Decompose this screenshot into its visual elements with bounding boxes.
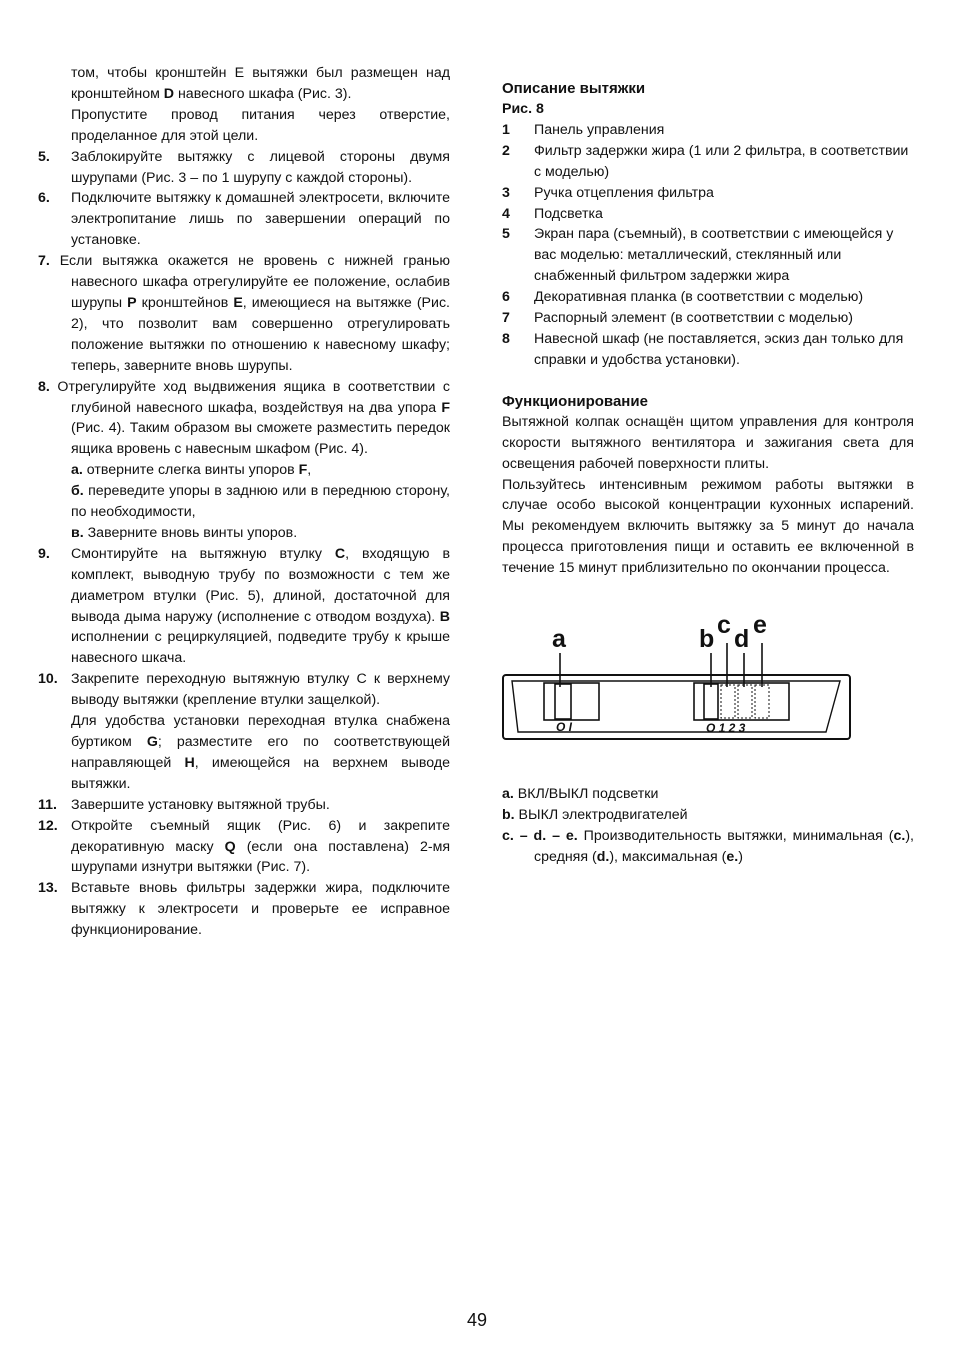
bold-ref: P [127, 294, 137, 311]
motor-scale: O 1 2 3 [706, 721, 746, 735]
figure-reference: Рис. 8 [502, 101, 544, 117]
step-text: Для удобства установки переходная втулка снабжена буртиком [71, 713, 450, 750]
step-6 [38, 188, 450, 251]
legend-text: ВКЛ/ВЫКЛ подсветки [513, 786, 659, 802]
bold-ref: В [439, 608, 450, 625]
step-text: Закрепите переходную вытяжную втулку C к верхнему выводу вытяжки (крепление втулки защелкой). [71, 671, 450, 709]
step-number: 8. [38, 378, 50, 395]
item-text: Распорный элемент (в соответствии с моделью) [534, 310, 853, 327]
bold-ref: c. [893, 827, 906, 844]
list-item [502, 120, 914, 141]
item-text: Подсветка [534, 205, 603, 222]
bold-ref: G [146, 734, 158, 750]
list-item [502, 141, 914, 183]
list-item [502, 183, 914, 204]
bold-ref: D [163, 85, 175, 102]
item-number: 7 [502, 310, 510, 327]
description-heading: Описание вытяжки [502, 80, 646, 97]
item-number: 3 [502, 184, 510, 201]
operation-paragraph: Вытяжной колпак оснащён щитом управления для контроля скорости вытяжного вентилятора и зажигания света для освещения рабочей поверхности плиты. [502, 413, 914, 472]
bold-ref: E [233, 294, 243, 311]
legend-letter: b. [502, 806, 515, 823]
item-number: 6 [502, 289, 510, 306]
motor-speed-2-button [738, 685, 752, 718]
legend-item-cde [502, 826, 914, 868]
step-5 [38, 147, 450, 189]
item-text: Ручка отцепления фильтра [534, 184, 714, 201]
step-text: , имеющейся на верхнем выводе вытяжки. [71, 754, 450, 792]
item-text: Панель управления [534, 121, 665, 138]
bold-ref: Q [224, 838, 236, 855]
operation-heading: Функционирование [502, 392, 648, 410]
step-number: 12. [38, 817, 58, 834]
step-13 [38, 878, 450, 941]
step-11 [38, 795, 450, 816]
step-text: , имеющиеся на вытяжке (Рис. 2), что позволит вам совершенно отрегулировать положение вытяжки по отношению к навесному шкафу; теперь, заверните вновь шурупы. [71, 294, 450, 374]
label-d: d [734, 625, 750, 653]
bold-ref: F [298, 462, 308, 479]
step-8 [38, 377, 450, 461]
item-number: 2 [502, 142, 510, 159]
bold-ref: C [334, 545, 346, 562]
control-panel-figure [500, 605, 856, 747]
step-12 [38, 816, 450, 879]
step-9 [38, 544, 450, 669]
step-number: 7. [38, 253, 50, 270]
step-text: исполнении с рециркуляцией, подведите трубу к крыше навесного шкача. [71, 629, 450, 667]
step-8-c [38, 523, 450, 544]
step-text: Отрегулируйте ход выдвижения ящика в соответствии с глубиной навесного шкафа, воздействуя на два упора [49, 378, 450, 416]
label-b: b [699, 625, 715, 653]
motor-switch-housing [694, 683, 789, 720]
parts-list [502, 120, 914, 371]
punct: , [307, 462, 312, 479]
list-item [502, 224, 914, 287]
step-text: Подключите вытяжку к домашней электросети, включите электропитание лишь по завершении операций по установке. [71, 190, 450, 249]
step-text: Смонтируйте на вытяжную втулку [71, 545, 335, 562]
motor-off-button [704, 684, 718, 719]
sub-letter: б. [71, 483, 84, 500]
sub-text: отверните слегка винты упоров [82, 462, 299, 479]
step-number: 13. [38, 880, 58, 897]
text-run: навесного шкафа (Рис. 3). [174, 85, 352, 102]
text-run: том, чтобы кронштейн E вытяжки был размещен над кронштейном [71, 65, 450, 102]
item-text: Фильтр задержки жира (1 или 2 фильтра, в соответствии с моделью) [534, 142, 909, 180]
legend-text: Производительность вытяжки, минимальная ( [577, 827, 894, 844]
step-8-b [38, 481, 450, 523]
legend-text: ), средняя ( [534, 827, 914, 865]
step-number: 9. [38, 545, 50, 562]
item-text: Навесной шкаф (не поставляется, эскиз дан только для справки и удобства установки). [534, 330, 904, 368]
legend-text: ), максимальная ( [609, 848, 727, 865]
legend-item-b [502, 805, 914, 826]
step-text: Вставьте вновь фильтры задержки жира, подключите вытяжку к электросети и проверьте ее исправное функционирование. [71, 880, 450, 939]
item-text: Экран пара (съемный), в соответствии с имеющейся у вас моделью: металлический, стеклянный или снабженный фильтром задержки жира [534, 226, 894, 285]
label-a: a [552, 625, 566, 653]
item-number: 8 [502, 330, 510, 347]
bold-ref: e. [726, 848, 739, 865]
legend-item-a [502, 784, 914, 805]
bold-ref: F [441, 399, 450, 416]
motor-speed-1-button [721, 685, 735, 718]
step-text: Заблокируйте вытяжку с лицевой стороны двумя шурупами (Рис. 3 – по 1 шурупу с каждой стороны). [71, 148, 450, 186]
legend-letter: a. [502, 786, 514, 802]
step-text: Если вытяжка окажется не вровень с нижней гранью навесного шкафа отрегулируйте ее положение, ослабив шурупы [49, 253, 450, 311]
list-item [502, 204, 914, 225]
step-text: , входящую в комплект, выводную трубу по возможности с тем же диаметром втулки (Рис. 5), длиной, достаточной для вывода дыма наружу (исполнение с отводом воздуха). [71, 545, 450, 625]
sub-text: Заверните вновь винты упоров. [83, 524, 298, 541]
bold-ref: H [184, 754, 195, 771]
operation-paragraph: Пользуйтесь интенсивным режимом работы вытяжки в случае особо высокой концентрации кухонных испарений. Мы рекомендуем включить вытяжку за 5 минут до начала процесса приготовления пищи и оставить ее включенной в течение 15 минут приблизительно по окончании процесса. [502, 476, 914, 577]
legend-text: ) [738, 848, 743, 865]
bold-ref: d. [596, 848, 610, 865]
step-10-note [38, 711, 450, 795]
list-item [502, 308, 914, 329]
step-text: Откройте съемный ящик (Рис. 6) и закрепите декоративную маску [71, 817, 450, 855]
step-10 [38, 669, 450, 711]
item-number: 1 [502, 121, 510, 138]
page-number: 49 [466, 1310, 488, 1330]
sub-text: переведите упоры в заднюю или в переднюю сторону, по необходимости, [71, 483, 450, 521]
step-text: Завершите установку вытяжной трубы. [71, 796, 330, 813]
step-number: 11. [38, 796, 57, 813]
item-number: 5 [502, 226, 510, 243]
step-text: (если она поставлена) 2-мя шурупами изнутри вытяжки (Рис. 7). [71, 838, 450, 876]
light-scale: O I [556, 720, 573, 734]
left-column [38, 63, 450, 941]
item-number: 4 [502, 205, 510, 222]
cable-paragraph: Пропустите провод питания через отверстие, проделанное для этой цели. [71, 106, 450, 144]
step-text: кронштейнов [136, 294, 234, 311]
label-c: c [717, 611, 731, 639]
sub-letter: а. [71, 462, 83, 479]
figure-legend [502, 784, 914, 868]
motor-speed-3-button [755, 685, 769, 718]
label-e: e [753, 611, 767, 639]
list-item [502, 329, 914, 371]
step-number: 5. [38, 148, 50, 165]
step-8-a [38, 460, 450, 481]
sub-letter: в. [71, 524, 84, 541]
light-switch-knob [555, 684, 571, 719]
legend-text: ВЫКЛ электродвигателей [514, 806, 688, 823]
step-7 [38, 251, 450, 376]
step-number: 10. [38, 671, 58, 688]
step-text: ; разместите его по соответствующей направляющей [71, 734, 451, 771]
item-text: Декоративная планка (в соответствии с моделью) [534, 289, 864, 306]
list-item [502, 287, 914, 308]
step-text: (Рис. 4). Таким образом вы сможете разместить передок ящика вровень с навесным шкафом (Рис. 4). [71, 420, 450, 458]
step-number: 6. [38, 190, 50, 207]
continuation-paragraph [38, 63, 450, 105]
right-column [502, 79, 914, 579]
legend-letter: c. – d. – e. [502, 827, 578, 844]
